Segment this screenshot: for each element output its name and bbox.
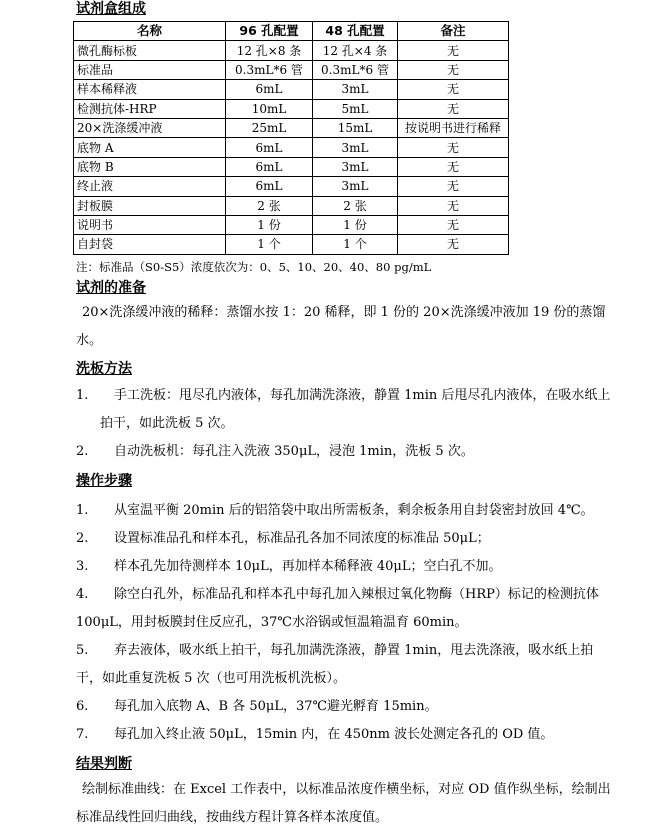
wash-item xyxy=(76,382,616,438)
procedure-step-text: 除空白孔外，标准品孔和样本孔中每孔加入辣根过氧化物酶（HRP）标记的检测抗体 100μL，用封板膜封住反应孔，37℃水浴锅或恒温箱温育 60min。 xyxy=(76,587,599,630)
table-cell: 5mL xyxy=(313,99,398,118)
procedure-step-number: 5. xyxy=(76,643,89,658)
standard-concentration-note: 注：标准品（S0-S5）浓度依次为：0、5、10、20、40、80 pg/mL xyxy=(76,260,432,274)
table-cell: 无 xyxy=(398,157,509,176)
wash-item-number: 1. xyxy=(76,388,89,403)
procedure-step xyxy=(76,581,616,637)
table-row xyxy=(74,196,509,215)
table-cell: 0.3mL*6 管 xyxy=(313,60,398,79)
table-cell: 15mL xyxy=(313,118,398,137)
table-cell: 样本稀释液 xyxy=(74,80,226,99)
procedure-step-text: 样本孔先加待测样本 10μL，再加样本稀释液 40μL；空白孔不加。 xyxy=(114,559,502,574)
procedure-step-text: 每孔加入底物 A、B 各 50μL，37℃避光孵育 15min。 xyxy=(114,699,438,714)
table-row xyxy=(74,215,509,234)
table-row xyxy=(74,80,509,99)
procedure-step xyxy=(76,497,616,525)
wash-item-number: 2. xyxy=(76,444,89,459)
table-cell: 无 xyxy=(398,235,509,254)
table-cell: 说明书 xyxy=(74,215,226,234)
table-cell: 检测抗体-HRP xyxy=(74,99,226,118)
section-heading-result: 结果判断 xyxy=(76,756,132,772)
table-cell: 0.3mL*6 管 xyxy=(226,60,313,79)
table-row xyxy=(74,177,509,196)
table-row xyxy=(74,118,509,137)
table-cell: 2 张 xyxy=(313,196,398,215)
column-header: 名称 xyxy=(74,22,226,41)
section-heading-kit: 试剂盒组成 xyxy=(76,1,146,17)
procedure-step-number: 4. xyxy=(76,587,89,602)
wash-item-text: 手工洗板：甩尽孔内液体，每孔加满洗涤液，静置 1min 后甩尽孔内液体，在吸水纸上拍干，如此洗板 5 次。 xyxy=(100,388,611,431)
table-row xyxy=(74,99,509,118)
column-header: 96 孔配置 xyxy=(226,22,313,41)
table-cell: 12 孔×8 条 xyxy=(226,41,313,60)
table-cell: 1 份 xyxy=(226,215,313,234)
table-cell: 无 xyxy=(398,138,509,157)
table-cell: 无 xyxy=(398,41,509,60)
table-cell: 封板膜 xyxy=(74,196,226,215)
procedure-step-text: 弃去液体，吸水纸上拍干，每孔加满洗涤液，静置 1min，甩去洗涤液，吸水纸上拍干，如此重复洗板 5 次（也可用洗板机洗板）。 xyxy=(76,643,594,686)
table-cell: 3mL xyxy=(313,138,398,157)
procedure-step-number: 1. xyxy=(76,503,89,518)
table-cell: 2 张 xyxy=(226,196,313,215)
wash-item-text: 自动洗板机：每孔注入洗液 350μL，浸泡 1min，洗板 5 次。 xyxy=(114,444,474,459)
table-cell: 3mL xyxy=(313,177,398,196)
table-cell: 底物 B xyxy=(74,157,226,176)
table-cell: 6mL xyxy=(226,157,313,176)
table-cell: 终止液 xyxy=(74,177,226,196)
procedure-step xyxy=(76,693,616,721)
table-row xyxy=(74,60,509,79)
table-cell: 12 孔×4 条 xyxy=(313,41,398,60)
section-heading-prep: 试剂的准备 xyxy=(76,280,146,296)
procedure-step-text: 设置标准品孔和样本孔，标准品孔各加不同浓度的标准品 50μL； xyxy=(114,531,490,546)
table-cell: 无 xyxy=(398,60,509,79)
table-cell: 1 个 xyxy=(226,235,313,254)
table-cell: 无 xyxy=(398,80,509,99)
table-row xyxy=(74,41,509,60)
table-cell: 无 xyxy=(398,196,509,215)
procedure-step-text: 每孔加入终止液 50μL，15min 内，在 450nm 波长处测定各孔的 OD 值。 xyxy=(114,727,554,742)
kit-composition-table xyxy=(73,21,509,255)
procedure-step-number: 7. xyxy=(76,727,89,742)
table-cell: 微孔酶标板 xyxy=(74,41,226,60)
table-cell: 6mL xyxy=(226,80,313,99)
table-cell: 1 份 xyxy=(313,215,398,234)
section-heading-steps: 操作步骤 xyxy=(76,473,132,489)
table-cell: 标准品 xyxy=(74,60,226,79)
prep-paragraph: 20×洗涤缓冲液的稀释：蒸馏水按 1：20 稀释，即 1 份的 20×洗涤缓冲液加 19 份的蒸馏水。 xyxy=(76,305,606,348)
procedure-step-text: 从室温平衡 20min 后的铝箔袋中取出所需板条，剩余板条用自封袋密封放回 4℃。 xyxy=(114,503,594,518)
table-cell: 无 xyxy=(398,99,509,118)
table-cell: 25mL xyxy=(226,118,313,137)
procedure-step xyxy=(76,525,616,553)
procedure-step-number: 3. xyxy=(76,559,89,574)
procedure-step xyxy=(76,721,616,749)
table-header-row xyxy=(74,22,509,41)
procedure-step xyxy=(76,637,616,693)
table-cell: 无 xyxy=(398,177,509,196)
table-cell: 无 xyxy=(398,215,509,234)
table-cell: 按说明书进行稀释 xyxy=(398,118,509,137)
table-cell: 3mL xyxy=(313,157,398,176)
table-row xyxy=(74,138,509,157)
column-header: 48 孔配置 xyxy=(313,22,398,41)
result-paragraph: 绘制标准曲线：在 Excel 工作表中，以标准品浓度作横坐标，对应 OD 值作纵坐标，绘制出标准品线性回归曲线，按曲线方程计算各样本浓度值。 xyxy=(76,782,611,825)
table-cell: 20×洗涤缓冲液 xyxy=(74,118,226,137)
table-cell: 6mL xyxy=(226,177,313,196)
procedure-step xyxy=(76,553,616,581)
table-cell: 底物 A xyxy=(74,138,226,157)
table-row xyxy=(74,235,509,254)
section-heading-wash: 洗板方法 xyxy=(76,361,132,377)
table-cell: 3mL xyxy=(313,80,398,99)
table-cell: 自封袋 xyxy=(74,235,226,254)
column-header: 备注 xyxy=(398,22,509,41)
wash-item xyxy=(76,438,616,466)
table-cell: 1 个 xyxy=(313,235,398,254)
table-cell: 6mL xyxy=(226,138,313,157)
procedure-step-number: 2. xyxy=(76,531,89,546)
table-cell: 10mL xyxy=(226,99,313,118)
procedure-step-number: 6. xyxy=(76,699,89,714)
table-row xyxy=(74,157,509,176)
